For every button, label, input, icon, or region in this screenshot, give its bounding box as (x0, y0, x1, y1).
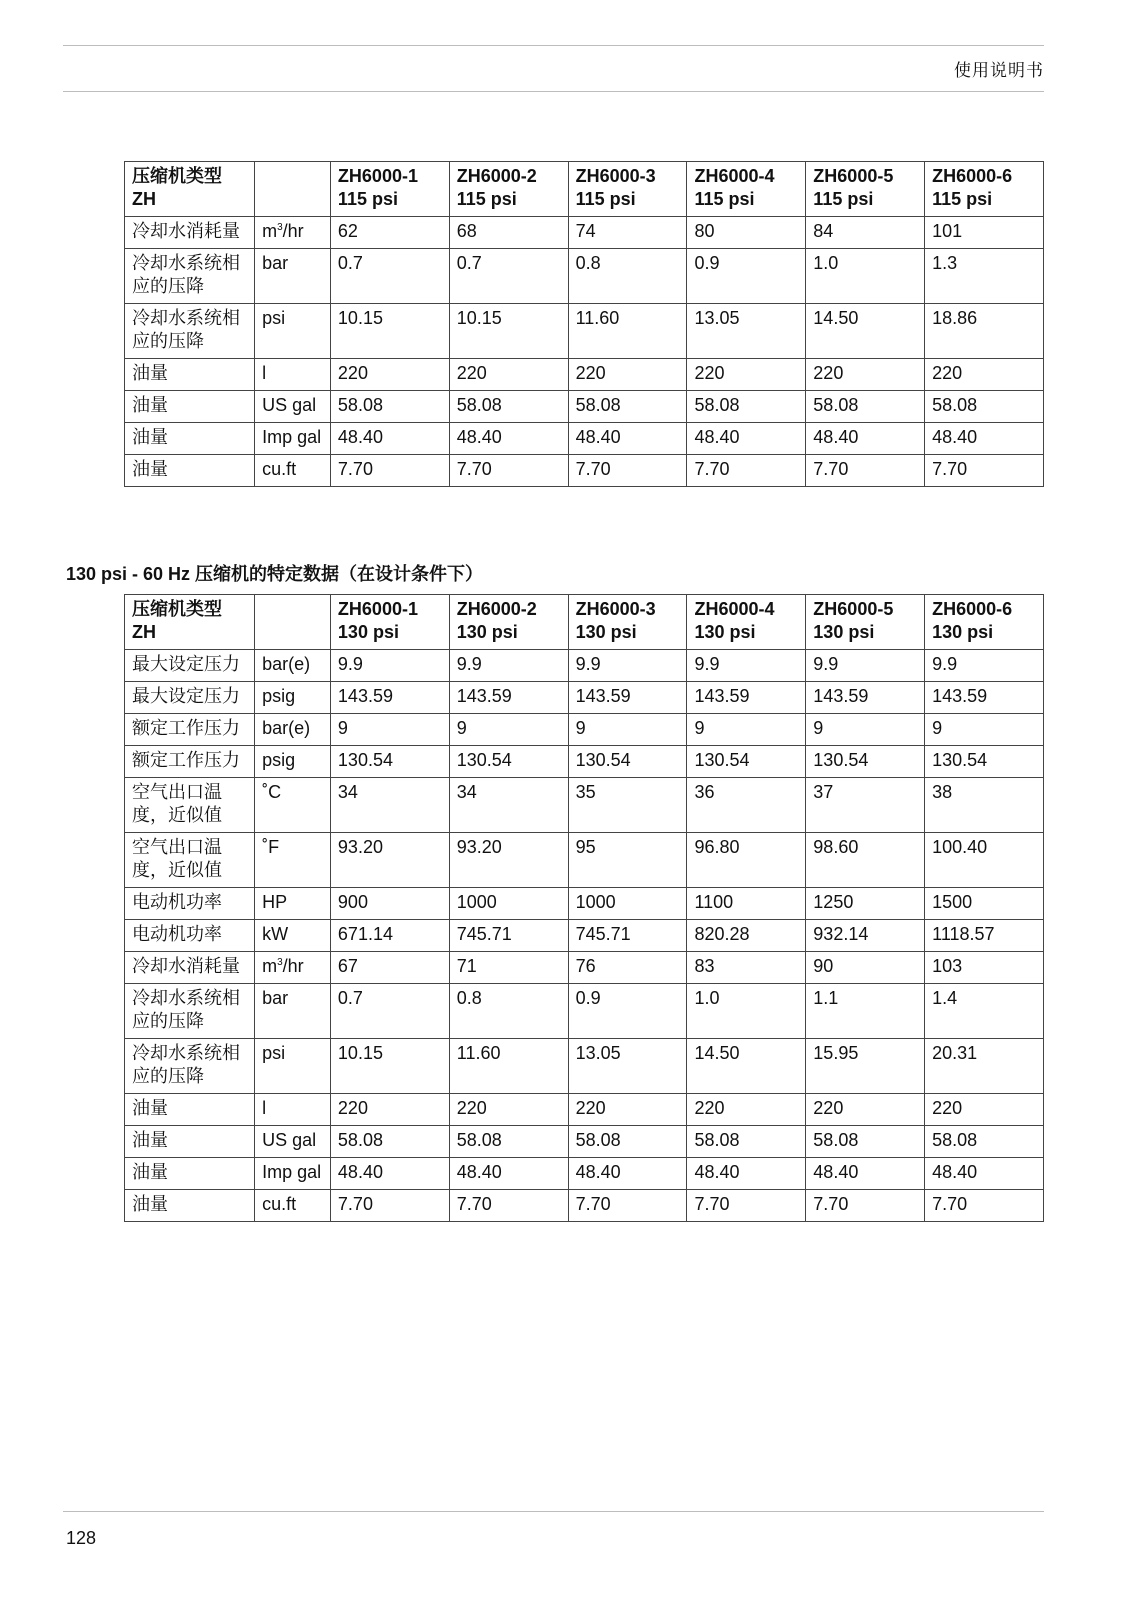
value-cell: 103 (925, 952, 1044, 984)
value-cell: 220 (687, 359, 806, 391)
row-label-cell: 油量 (125, 391, 255, 423)
value-cell: 130.54 (568, 746, 687, 778)
row-label-cell: 油量 (125, 455, 255, 487)
footer-rule (63, 1511, 1044, 1512)
value-cell: 48.40 (925, 1158, 1044, 1190)
value-cell: 58.08 (449, 1126, 568, 1158)
header-cell: ZH6000-5 115 psi (806, 162, 925, 217)
table-row (125, 833, 1044, 888)
value-cell: 9 (806, 714, 925, 746)
header-cell: ZH6000-6 115 psi (925, 162, 1044, 217)
value-cell: 34 (330, 778, 449, 833)
value-cell: 130.54 (925, 746, 1044, 778)
row-label-cell: 油量 (125, 1190, 255, 1222)
value-cell: 58.08 (687, 391, 806, 423)
table-row (125, 778, 1044, 833)
table-header-row (125, 162, 1044, 217)
page-number: 128 (66, 1528, 97, 1548)
row-label-cell: 额定工作压力 (125, 746, 255, 778)
value-cell: 83 (687, 952, 806, 984)
value-cell: 900 (330, 888, 449, 920)
value-cell: 932.14 (806, 920, 925, 952)
value-cell: 7.70 (806, 455, 925, 487)
value-cell: 1000 (568, 888, 687, 920)
value-cell: 130.54 (330, 746, 449, 778)
value-cell: 0.7 (330, 249, 449, 304)
value-cell: 143.59 (687, 682, 806, 714)
row-label-cell: 空气出口温度，近似值 (125, 833, 255, 888)
value-cell: 58.08 (806, 391, 925, 423)
value-cell: 9.9 (568, 650, 687, 682)
row-label-cell: 冷却水消耗量 (125, 217, 255, 249)
value-cell: 10.15 (330, 1039, 449, 1094)
value-cell: 15.95 (806, 1039, 925, 1094)
value-cell: 745.71 (449, 920, 568, 952)
value-cell: 1500 (925, 888, 1044, 920)
section-title: 130 psi - 60 Hz 压缩机的特定数据（在设计条件下） (66, 564, 484, 584)
value-cell: 58.08 (568, 1126, 687, 1158)
value-cell: 36 (687, 778, 806, 833)
unit-cell: bar (255, 984, 331, 1039)
value-cell: 220 (449, 359, 568, 391)
unit-cell: bar(e) (255, 650, 331, 682)
value-cell: 11.60 (449, 1039, 568, 1094)
value-cell: 9 (449, 714, 568, 746)
row-label-cell: 冷却水系统相应的压降 (125, 249, 255, 304)
row-label-cell: 油量 (125, 1126, 255, 1158)
table-row (125, 714, 1044, 746)
value-cell: 1000 (449, 888, 568, 920)
row-label-cell: 油量 (125, 359, 255, 391)
value-cell: 74 (568, 217, 687, 249)
unit-cell: l (255, 359, 331, 391)
value-cell: 76 (568, 952, 687, 984)
value-cell: 48.40 (449, 1158, 568, 1190)
value-cell: 71 (449, 952, 568, 984)
table-row (125, 423, 1044, 455)
value-cell: 58.08 (449, 391, 568, 423)
header-cell: ZH6000-4 130 psi (687, 595, 806, 650)
value-cell: 130.54 (806, 746, 925, 778)
header-cell: ZH6000-1 115 psi (330, 162, 449, 217)
value-cell: 143.59 (806, 682, 925, 714)
header-cell (255, 162, 331, 217)
unit-cell: psig (255, 746, 331, 778)
value-cell: 58.08 (925, 391, 1044, 423)
value-cell: 220 (568, 359, 687, 391)
header-cell: ZH6000-5 130 psi (806, 595, 925, 650)
header-cell: ZH6000-1 130 psi (330, 595, 449, 650)
value-cell: 7.70 (925, 1190, 1044, 1222)
value-cell: 9.9 (449, 650, 568, 682)
unit-cell: l (255, 1094, 331, 1126)
value-cell: 220 (806, 359, 925, 391)
table-row (125, 455, 1044, 487)
value-cell: 7.70 (806, 1190, 925, 1222)
header-cell: ZH6000-3 115 psi (568, 162, 687, 217)
table-row (125, 952, 1044, 984)
table-row (125, 1039, 1044, 1094)
value-cell: 58.08 (687, 1126, 806, 1158)
value-cell: 9.9 (687, 650, 806, 682)
value-cell: 130.54 (449, 746, 568, 778)
unit-cell: psig (255, 682, 331, 714)
value-cell: 100.40 (925, 833, 1044, 888)
value-cell: 18.86 (925, 304, 1044, 359)
unit-cell: $m^3/hr$ (255, 217, 331, 249)
value-cell: 1.0 (687, 984, 806, 1039)
table-row (125, 650, 1044, 682)
value-cell: 220 (806, 1094, 925, 1126)
value-cell: 48.40 (330, 423, 449, 455)
value-cell: 14.50 (687, 1039, 806, 1094)
value-cell: 48.40 (568, 1158, 687, 1190)
header-cell: ZH6000-2 130 psi (449, 595, 568, 650)
row-label-cell: 最大设定压力 (125, 682, 255, 714)
table-row (125, 1094, 1044, 1126)
value-cell: 1100 (687, 888, 806, 920)
table-row (125, 888, 1044, 920)
header-cell: ZH6000-4 115 psi (687, 162, 806, 217)
unit-cell: bar (255, 249, 331, 304)
value-cell: 1250 (806, 888, 925, 920)
table-row (125, 1158, 1044, 1190)
row-label-cell: 最大设定压力 (125, 650, 255, 682)
value-cell: 48.40 (806, 1158, 925, 1190)
value-cell: 93.20 (330, 833, 449, 888)
value-cell: 1.4 (925, 984, 1044, 1039)
value-cell: 1118.57 (925, 920, 1044, 952)
value-cell: 0.8 (568, 249, 687, 304)
value-cell: 220 (330, 1094, 449, 1126)
value-cell: 9 (568, 714, 687, 746)
value-cell: 9 (925, 714, 1044, 746)
table-row (125, 746, 1044, 778)
unit-cell: $m^3/hr$ (255, 952, 331, 984)
row-label-cell: 冷却水系统相应的压降 (125, 1039, 255, 1094)
row-label-cell: 冷却水消耗量 (125, 952, 255, 984)
unit-cell: kW (255, 920, 331, 952)
value-cell: 7.70 (568, 455, 687, 487)
value-cell: 1.1 (806, 984, 925, 1039)
value-cell: 7.70 (449, 1190, 568, 1222)
value-cell: 7.70 (925, 455, 1044, 487)
row-label-cell: 油量 (125, 1094, 255, 1126)
value-cell: 95 (568, 833, 687, 888)
value-cell: 48.40 (925, 423, 1044, 455)
unit-cell: psi (255, 1039, 331, 1094)
value-cell: 48.40 (330, 1158, 449, 1190)
value-cell: 220 (925, 359, 1044, 391)
value-cell: 220 (925, 1094, 1044, 1126)
value-cell: 84 (806, 217, 925, 249)
unit-cell: US gal (255, 391, 331, 423)
value-cell: 130.54 (687, 746, 806, 778)
header-title: 使用说明书 (954, 61, 1044, 80)
value-cell: 35 (568, 778, 687, 833)
value-cell: 93.20 (449, 833, 568, 888)
value-cell: 58.08 (806, 1126, 925, 1158)
value-cell: 38 (925, 778, 1044, 833)
header-bottom-rule (63, 91, 1044, 92)
value-cell: 13.05 (687, 304, 806, 359)
value-cell: 9 (687, 714, 806, 746)
value-cell: 48.40 (687, 423, 806, 455)
value-cell: 48.40 (687, 1158, 806, 1190)
unit-cell: cu.ft (255, 1190, 331, 1222)
row-label-cell: 冷却水系统相应的压降 (125, 304, 255, 359)
value-cell: 9 (330, 714, 449, 746)
table-header-row (125, 595, 1044, 650)
row-label-cell: 油量 (125, 423, 255, 455)
unit-cell: US gal (255, 1126, 331, 1158)
value-cell: 143.59 (330, 682, 449, 714)
table-row (125, 391, 1044, 423)
value-cell: 0.8 (449, 984, 568, 1039)
unit-cell: ˚F (255, 833, 331, 888)
header-cell: ZH6000-2 115 psi (449, 162, 568, 217)
value-cell: 58.08 (925, 1126, 1044, 1158)
value-cell: 10.15 (330, 304, 449, 359)
table-row (125, 920, 1044, 952)
value-cell: 7.70 (687, 455, 806, 487)
row-label-cell: 油量 (125, 1158, 255, 1190)
value-cell: 9.9 (806, 650, 925, 682)
value-cell: 80 (687, 217, 806, 249)
table-row (125, 1126, 1044, 1158)
value-cell: 143.59 (568, 682, 687, 714)
value-cell: 101 (925, 217, 1044, 249)
value-cell: 34 (449, 778, 568, 833)
spec-table-130psi (124, 594, 1044, 1222)
table-row (125, 304, 1044, 359)
header-cell: 压缩机类型 ZH (125, 595, 255, 650)
value-cell: 0.7 (330, 984, 449, 1039)
value-cell: 67 (330, 952, 449, 984)
header-cell: 压缩机类型 ZH (125, 162, 255, 217)
value-cell: 58.08 (330, 1126, 449, 1158)
value-cell: 220 (687, 1094, 806, 1126)
value-cell: 745.71 (568, 920, 687, 952)
value-cell: 20.31 (925, 1039, 1044, 1094)
row-label-cell: 电动机功率 (125, 888, 255, 920)
value-cell: 671.14 (330, 920, 449, 952)
unit-cell: psi (255, 304, 331, 359)
value-cell: 58.08 (568, 391, 687, 423)
value-cell: 7.70 (330, 1190, 449, 1222)
value-cell: 7.70 (330, 455, 449, 487)
unit-cell: bar(e) (255, 714, 331, 746)
value-cell: 0.7 (449, 249, 568, 304)
value-cell: 143.59 (449, 682, 568, 714)
table-row (125, 359, 1044, 391)
value-cell: 7.70 (568, 1190, 687, 1222)
value-cell: 9.9 (330, 650, 449, 682)
header-cell (255, 595, 331, 650)
value-cell: 10.15 (449, 304, 568, 359)
unit-cell: cu.ft (255, 455, 331, 487)
value-cell: 7.70 (687, 1190, 806, 1222)
header-cell: ZH6000-3 130 psi (568, 595, 687, 650)
row-label-cell: 额定工作压力 (125, 714, 255, 746)
header-top-rule (63, 45, 1044, 46)
value-cell: 96.80 (687, 833, 806, 888)
value-cell: 48.40 (568, 423, 687, 455)
value-cell: 220 (568, 1094, 687, 1126)
value-cell: 11.60 (568, 304, 687, 359)
row-label-cell: 空气出口温度，近似值 (125, 778, 255, 833)
value-cell: 48.40 (449, 423, 568, 455)
value-cell: 98.60 (806, 833, 925, 888)
spec-table-115psi (124, 161, 1044, 487)
value-cell: 48.40 (806, 423, 925, 455)
value-cell: 90 (806, 952, 925, 984)
value-cell: 820.28 (687, 920, 806, 952)
table-row (125, 249, 1044, 304)
unit-cell: Imp gal (255, 423, 331, 455)
value-cell: 62 (330, 217, 449, 249)
unit-cell: Imp gal (255, 1158, 331, 1190)
value-cell: 143.59 (925, 682, 1044, 714)
table-row (125, 217, 1044, 249)
value-cell: 0.9 (568, 984, 687, 1039)
row-label-cell: 电动机功率 (125, 920, 255, 952)
value-cell: 9.9 (925, 650, 1044, 682)
table-row (125, 1190, 1044, 1222)
value-cell: 14.50 (806, 304, 925, 359)
value-cell: 220 (330, 359, 449, 391)
value-cell: 37 (806, 778, 925, 833)
value-cell: 1.0 (806, 249, 925, 304)
value-cell: 220 (449, 1094, 568, 1126)
unit-cell: HP (255, 888, 331, 920)
value-cell: 68 (449, 217, 568, 249)
value-cell: 13.05 (568, 1039, 687, 1094)
table-row (125, 682, 1044, 714)
value-cell: 1.3 (925, 249, 1044, 304)
unit-cell: ˚C (255, 778, 331, 833)
table-row (125, 984, 1044, 1039)
value-cell: 7.70 (449, 455, 568, 487)
header-cell: ZH6000-6 130 psi (925, 595, 1044, 650)
value-cell: 58.08 (330, 391, 449, 423)
row-label-cell: 冷却水系统相应的压降 (125, 984, 255, 1039)
value-cell: 0.9 (687, 249, 806, 304)
